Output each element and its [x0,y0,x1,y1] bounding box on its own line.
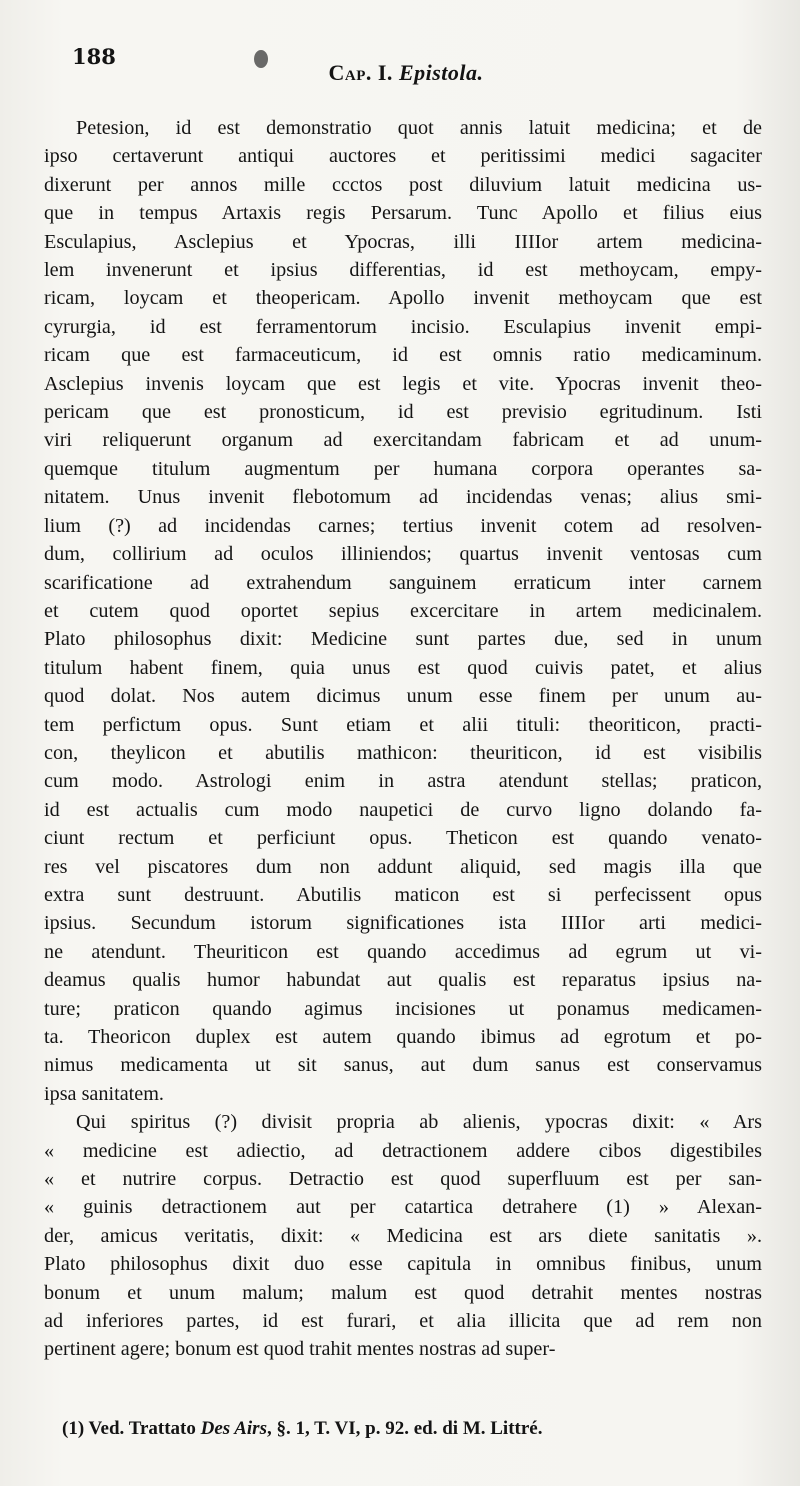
text-line: ne atendunt. Theuriticon est quando accedimus ad egrum ut vi- [44,940,762,963]
text-line: « medicine est adiectio, ad detractionem addere cibos digestibiles [44,1139,762,1162]
text-line: Qui spiritus (?) divisit propria ab alienis, ypocras dixit: « Ars [76,1111,762,1134]
text-line: pertinent agere; bonum est quod trahit mentes nostras ad super- [44,1338,556,1361]
text-line: quemque titulum augmentum per humana corpora operantes sa- [44,457,762,480]
text-line: pericam que est pronosticum, id est previsio egritudinum. Isti [44,401,762,424]
text-line: lem invenerunt et ipsius differentias, id est methoycam, empy- [44,259,762,282]
text-line: ipso certaverunt antiqui auctores et peritissimi medici sagaciter [44,145,762,168]
text-line: lium (?) ad incidendas carnes; tertius invenit cotem ad resolven- [44,514,762,537]
body-text [44,114,762,1364]
footnote-title: Des Airs [200,1418,267,1439]
text-line: cum modo. Astrologi enim in astra atendunt stellas; praticon, [44,770,762,793]
footnote-rest: , §. 1, T. VI, p. 92. ed. di M. Littré. [266,1418,543,1439]
text-line: que in tempus Artaxis regis Persarum. Tunc Apollo et filius eius [44,202,762,225]
page-header [72,44,740,84]
text-line: Asclepius invenis loycam que est legis et vite. Ypocras invenit theo- [44,372,762,395]
text-line: nitatem. Unus invenit flebotomum ad incidendas venas; alius smi- [44,486,762,509]
text-line: ipsa sanitatem. [44,1082,164,1105]
text-line: titulum habent finem, quia unus est quod cuivis patet, et alius [44,656,762,679]
text-line: « guinis detractionem aut per catartica detrahere (1) » Alexan- [44,1196,762,1219]
running-head-title: Epistola. [398,60,484,85]
running-head-chapter: Cap. I. [328,60,393,85]
text-line: ricam, loycam et theopericam. Apollo invenit methoycam que est [44,287,762,310]
page-number: 188 [72,44,116,69]
text-line: Petesion, id est demonstratio quot annis latuit medicina; et de [76,117,762,139]
text-line: ta. Theoricon duplex est autem quando ibimus ad egrotum et po- [44,1026,762,1048]
text-line: « et nutrire corpus. Detractio est quod superfluum est per san- [44,1168,762,1191]
text-line: cyrurgia, id est ferramentorum incisio. Esculapius invenit empi- [44,315,762,338]
text-line: viri reliquerunt organum ad exercitandam fabricam et ad unum- [44,429,762,452]
text-line: dum, collirium ad oculos illiniendos; quartus invenit ventosas cum [44,543,762,566]
text-line: deamus qualis humor habundat aut qualis est reparatus ipsius na- [44,969,762,992]
text-line: ipsius. Secundum istorum significationes ista IIIIor arti medici- [44,912,762,935]
text-line: Plato philosophus dixit: Medicine sunt partes due, sed in unum [44,628,762,651]
text-line: Esculapius, Asclepius et Ypocras, illi IIIIor artem medicina- [44,230,762,253]
text-line: der, amicus veritatis, dixit: « Medicina est ars diete sanitatis ». [44,1224,762,1247]
text-line: nimus medicamenta ut sit sanus, aut dum sanus est conservamus [44,1054,762,1077]
text-line: con, theylicon et abutilis mathicon: theuriticon, id est visibilis [44,741,762,764]
text-line: extra sunt destruunt. Abutilis maticon est si perfecissent opus [44,883,762,906]
text-line: Plato philosophus dixit duo esse capitula in omnibus finibus, unum [44,1253,762,1276]
text-line: quod dolat. Nos autem dicimus unum esse finem per unum au- [44,685,762,708]
text-line: et cutem quod oportet sepius excercitare in artem medicinalem. [44,599,762,622]
text-line: dixerunt per annos mille ccctos post diluvium latuit medicina us- [44,173,762,196]
text-line: bonum et unum malum; malum est quod detrahit mentes nostras [44,1281,762,1304]
text-line: id est actualis cum modo naupetici de curvo ligno dolando fa- [44,798,762,821]
footnote-prefix: (1) Ved. Trattato [62,1418,196,1439]
text-line: ad inferiores partes, id est furari, et alia illicita que ad rem non [44,1310,762,1333]
text-line: tem perfictum opus. Sunt etiam et alii tituli: theoriticon, practi- [44,713,762,736]
running-head [72,60,740,86]
text-line: res vel piscatores dum non addunt aliquid, sed magis illa que [44,855,762,878]
text-line: ture; praticon quando agimus incisiones ut ponamus medicamen- [44,997,762,1020]
text-line: scarificatione ad extrahendum sanguinem erraticum inter carnem [44,571,762,594]
text-line: ricam que est farmaceuticum, id est omnis ratio medicaminum. [44,344,762,367]
footnote [62,1418,762,1440]
text-line: ciunt rectum et perficiunt opus. Theticon est quando venato- [44,827,762,850]
